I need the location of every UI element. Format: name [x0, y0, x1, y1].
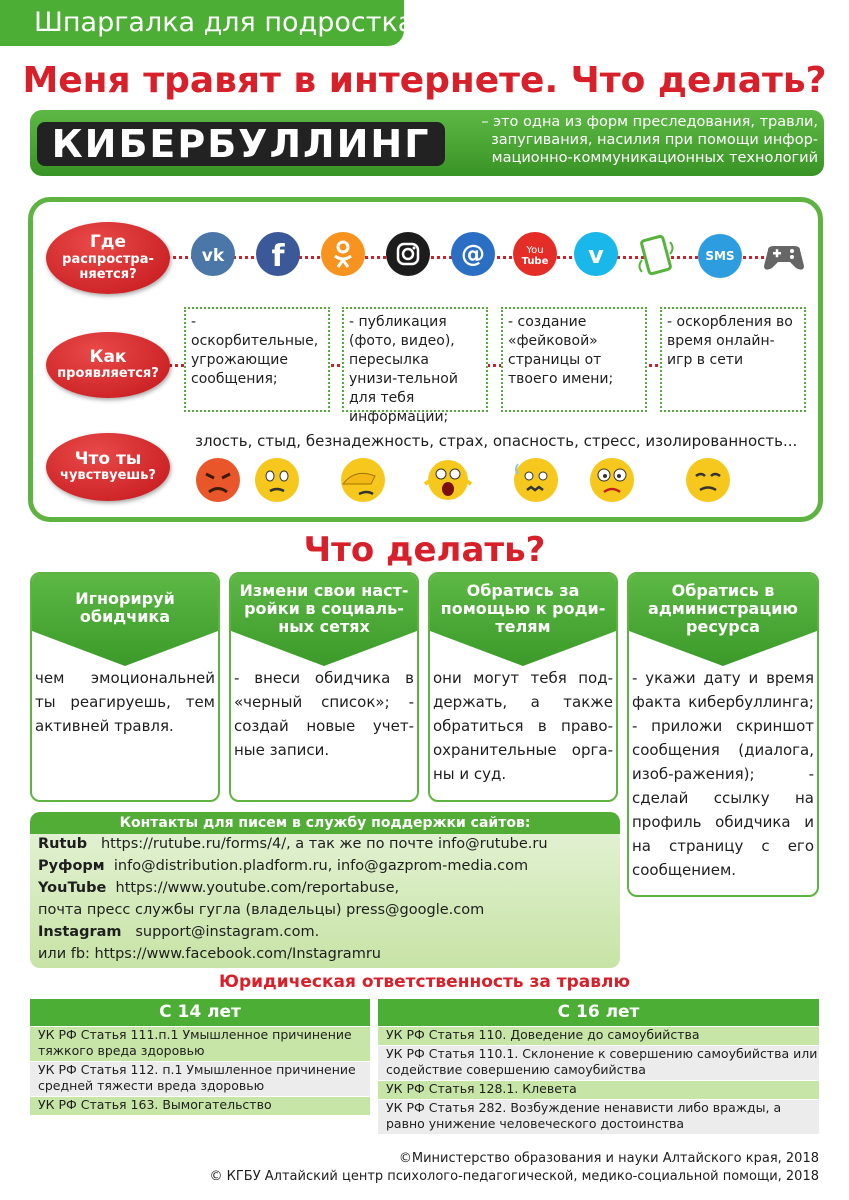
contact-line: почта пресс службы гугла (владельцы) press@google.com: [38, 902, 485, 918]
worried-emoji-icon: [251, 454, 303, 506]
definition-term: КИБЕРБУЛЛИНГ: [37, 122, 445, 166]
svg-text:f: f: [271, 239, 285, 274]
legal-row: УК РФ Статья 110. Доведение до самоубийства: [378, 1027, 819, 1045]
contact-line: или fb: https://www.facebook.com/Instagramru: [38, 946, 381, 962]
svg-text:SMS: SMS: [705, 249, 735, 263]
sms-icon: [698, 234, 742, 278]
gamepad-icon: [762, 234, 806, 278]
card-body: они могут тебя под-держать, а также обратиться в право-охранительные орга-ны и суд.: [433, 669, 613, 783]
legal-row: УК РФ Статья 163. Вымогательство: [30, 1097, 370, 1115]
svg-text:vk: vk: [201, 246, 225, 266]
card-body: - внеси обидчика в «черный список»; - создай новые учет-ные записи.: [234, 669, 414, 759]
card-title: Измени свои наст-ройки в социаль-ных сетях: [239, 581, 409, 636]
sad-emoji-icon: [682, 454, 734, 506]
card-title: Обратись за помощью к роди-телям: [440, 581, 606, 636]
confused-emoji-icon: [586, 454, 638, 506]
advice-card: [428, 572, 618, 802]
contacts-panel: [30, 812, 620, 968]
email-icon: [451, 232, 495, 276]
feel-label: Что ты чувствуешь?: [46, 433, 170, 501]
card-body: чем эмоциональней ты реагируешь, тем активней травля.: [35, 669, 215, 735]
footer-line: © КГБУ Алтайский центр психолого-педагогической, медико-социальной помощи, 2018: [209, 1169, 819, 1184]
how-item: - создание «фейковой» страницы от твоего имени;: [501, 307, 647, 412]
page-title: Меня травят в интернете. Что делать?: [22, 60, 827, 101]
youtube-icon: [513, 232, 557, 276]
contact-line: Instagram support@instagram.com.: [38, 924, 320, 940]
header-tag: Шпаргалка для подростка: [0, 0, 404, 46]
feelings-text: злость, стыд, безнадежность, страх, опасность, стресс, изолированность...: [195, 432, 798, 450]
how-item: - оскорбления во время онлайн-игр в сети: [660, 307, 806, 412]
advice-card: [30, 572, 220, 802]
svg-text:@: @: [461, 240, 485, 268]
phone-icon: [636, 232, 680, 276]
svg-text:Tube: Tube: [521, 256, 549, 267]
facepalm-emoji-icon: [337, 454, 389, 506]
contacts-title: Контакты для писем в службу поддержки сайтов:: [30, 812, 620, 834]
what-to-do-title: Что делать?: [303, 530, 546, 570]
vimeo-icon: [574, 232, 618, 276]
footer-line: ©Министерство образования и науки Алтайского края, 2018: [398, 1151, 819, 1166]
contact-line: YouTube https://www.youtube.com/reportabuse,: [38, 880, 400, 896]
legal-head-14: С 14 лет: [30, 999, 370, 1026]
angry-emoji-icon: [192, 454, 244, 506]
svg-text:v: v: [588, 241, 604, 269]
legal-row: УК РФ Статья 282. Возбуждение ненависти либо вражды, а равно унижение человеческого достоинства: [378, 1100, 819, 1134]
scared-emoji-icon: [422, 454, 474, 506]
legal-row: УК РФ Статья 112. п.1 Умышленное причинение средней тяжести вреда здоровью: [30, 1062, 370, 1096]
nervous-emoji-icon: [510, 454, 562, 506]
card-title: Игнорируй обидчика: [75, 589, 175, 626]
odnoklassniki-icon: [321, 232, 365, 276]
card-body: - укажи дату и время факта кибербуллинга; - приложи скриншот сообщения (диалога, изоб-ражения); - сделай ссылку на профиль обидчика и на страницу с его сообщением.: [632, 669, 814, 879]
where-label: Где распростра- няется?: [46, 222, 170, 294]
contact-line: Руформ info@distribution.pladform.ru, info@gazprom-media.com: [38, 858, 529, 874]
how-item: - оскорбительные, угрожающие сообщения;: [184, 307, 330, 412]
definition-text: – это одна из форм преследования, травли, запугивания, насилия при помощи инфор-мационно-коммуникационных технологий: [481, 114, 818, 166]
contact-line: Rutub https://rutube.ru/forms/4/, а так же по почте info@rutube.ru: [38, 836, 548, 852]
legal-row: УК РФ Статья 128.1. Клевета: [378, 1081, 819, 1099]
legal-row: УК РФ Статья 111.п.1 Умышленное причинение тяжкого вреда здоровью: [30, 1027, 370, 1061]
facebook-icon: [256, 232, 300, 276]
svg-text:You: You: [526, 245, 544, 256]
advice-card: [229, 572, 419, 802]
vk-icon: [191, 232, 235, 276]
card-title: Обратись в администрацию ресурса: [648, 581, 798, 636]
legal-head-16: С 16 лет: [378, 999, 819, 1026]
legal-title: Юридическая ответственность за травлю: [219, 972, 630, 992]
how-label: Как проявляется?: [46, 332, 170, 398]
legal-row: УК РФ Статья 110.1. Склонение к совершению самоубийства или содействие совершению самоубийства: [378, 1046, 819, 1080]
instagram-icon: [386, 232, 430, 276]
advice-card: [627, 572, 819, 897]
how-item: - публикация (фото, видео), пересылка унизи-тельной для тебя информации;: [342, 307, 488, 412]
